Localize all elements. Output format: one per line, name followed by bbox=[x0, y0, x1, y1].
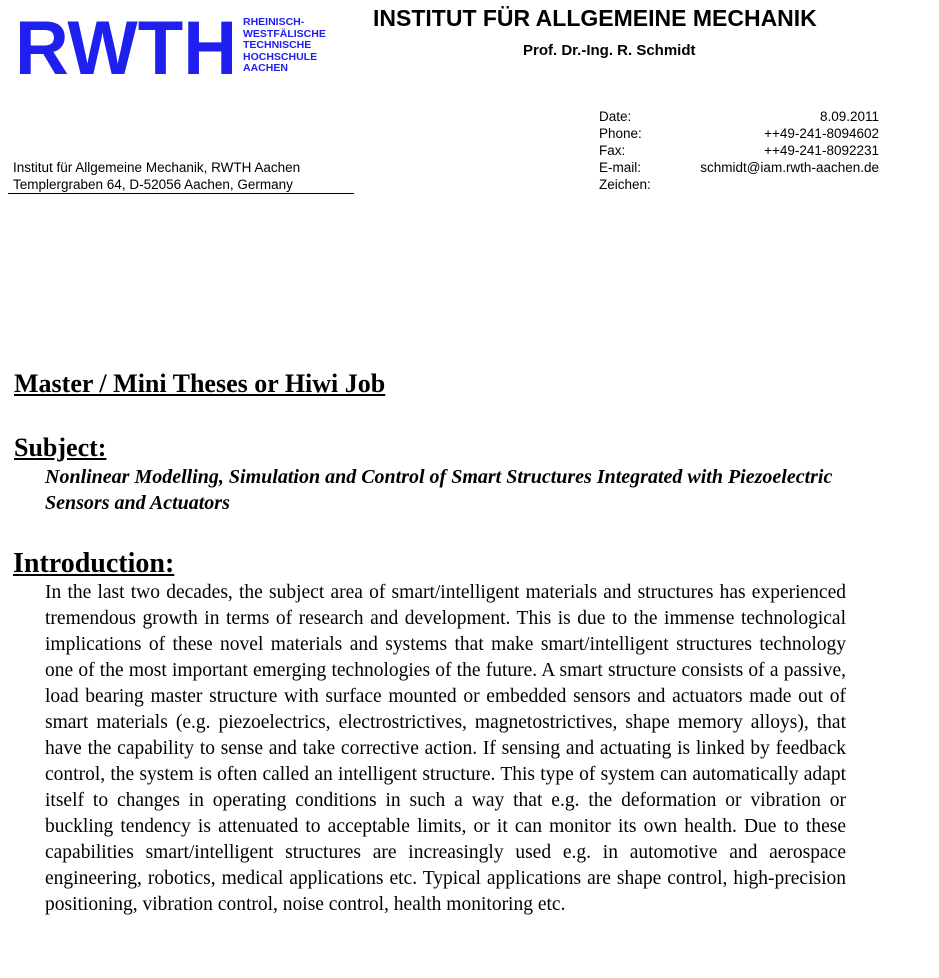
introduction-text: In the last two decades, the subject area of smart/intelligent materials and structures has experienced tremendous growth in terms of research and development. This is due to the immense technological implications of these novel materials and systems that make smart/intelligent structures technology one of the most important emerging technologies of the future. A smart structure consists of a passive, load bearing master structure with surface mounted or embedded sensors and actuators made out of smart materials (e.g. piezoelectrics, electrostrictives, magnetostrictives, shape memory alloys), that have the capability to sense and take corrective action. If sensing and actuating is linked by feedback control, the system is often called an intelligent structure. This type of system can automatically adapt itself to changes in operating conditions in such a way that e.g. the deformation or vibration or buckling tendency is attenuated to acceptable limits, or it can monitor its own health. Due to these capabilities smart/intelligent structures are increasingly used e.g. in automotive and aerospace engineering, robotics, medical applications etc. Typical applications are shape control, high-precision positioning, vibration control, noise control, health monitoring etc. bbox=[45, 582, 846, 915]
contact-row-email bbox=[599, 159, 879, 176]
contact-row-fax bbox=[599, 142, 879, 159]
sender-address bbox=[13, 159, 300, 193]
contact-block bbox=[599, 108, 879, 193]
contact-label: Phone: bbox=[599, 126, 642, 141]
contact-row-phone bbox=[599, 125, 879, 142]
introduction-heading: Introduction: bbox=[13, 548, 175, 579]
professor-name: Prof. Dr.-Ing. R. Schmidt bbox=[523, 42, 696, 59]
institute-title: INSTITUT FÜR ALLGEMEINE MECHANIK bbox=[373, 5, 817, 31]
rwth-wordmark bbox=[15, 17, 241, 77]
contact-value: ++49-241-8092231 bbox=[764, 143, 879, 158]
sender-line-1: Institut für Allgemeine Mechanik, RWTH Aachen bbox=[13, 160, 301, 175]
logo-subtitle: RHEINISCH- WESTFÄLISCHE TECHNISCHE HOCHSCHULE AACHEN bbox=[243, 16, 326, 75]
rwth-logo bbox=[15, 17, 345, 81]
contact-value: schmidt@iam.rwth-aachen.de bbox=[700, 160, 879, 175]
contact-row-date bbox=[599, 108, 879, 125]
sender-line-2: Templergraben 64, D-52056 Aachen, Germany bbox=[13, 177, 293, 192]
contact-value: ++49-241-8094602 bbox=[764, 126, 879, 141]
contact-label: E-mail: bbox=[599, 160, 642, 175]
contact-label: Fax: bbox=[599, 143, 626, 158]
subject-text: Nonlinear Modelling, Simulation and Control of Smart Structures Integrated with Piezoelectric Sensors and Actuators bbox=[45, 466, 833, 514]
contact-row-reference bbox=[599, 176, 879, 193]
document-title: Master / Mini Theses or Hiwi Job bbox=[14, 369, 386, 398]
subject-heading: Subject: bbox=[14, 433, 107, 462]
contact-label: Date: bbox=[599, 109, 632, 124]
contact-label: Zeichen: bbox=[599, 177, 651, 192]
contact-value: 8.09.2011 bbox=[819, 109, 879, 124]
logo-text: RWTH bbox=[15, 17, 237, 77]
address-divider bbox=[8, 193, 354, 194]
